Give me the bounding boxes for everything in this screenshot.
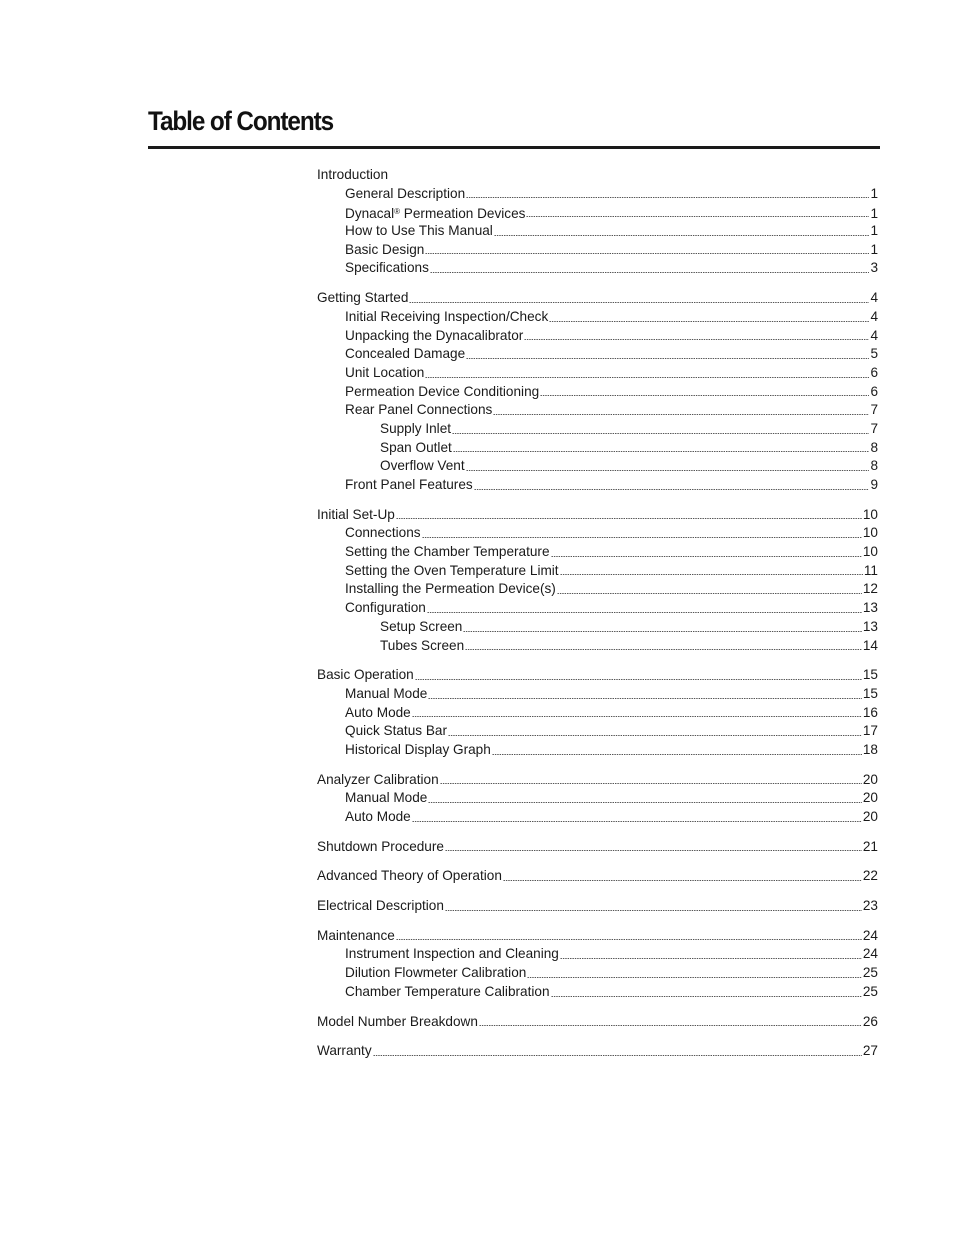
toc-entry[interactable]: [317, 637, 878, 656]
toc-entry-label: Supply Inlet: [380, 420, 452, 436]
dot-leader: [396, 518, 862, 519]
toc-entry-label: Dilution Flowmeter Calibration: [345, 965, 527, 981]
toc-entry[interactable]: [317, 308, 878, 327]
toc-entry-label: Overflow Vent: [380, 458, 465, 474]
dot-leader: [428, 802, 862, 803]
dot-leader: [474, 489, 870, 490]
toc-entry-label: Manual Mode: [345, 685, 428, 701]
dot-leader: [524, 339, 869, 340]
toc-entry-label: Instrument Inspection and Cleaning: [345, 946, 559, 962]
toc-section: [317, 166, 878, 278]
toc-entry-page-number: 11: [863, 562, 878, 578]
toc-entry-page-number: 24: [862, 946, 878, 962]
toc-entry-page-number: 22: [862, 868, 878, 884]
toc-entry-label: Unit Location: [345, 364, 425, 380]
toc-entry[interactable]: [317, 185, 878, 204]
toc-entry-page-number: 5: [870, 346, 878, 362]
toc-entry-label: Setting the Oven Temperature Limit: [345, 562, 559, 578]
dot-leader: [422, 537, 862, 538]
toc-entry-label: Concealed Damage: [345, 346, 466, 362]
dot-leader: [526, 216, 869, 217]
toc-section-heading[interactable]: [317, 166, 878, 185]
toc-entry-label: Rear Panel Connections: [345, 402, 493, 418]
dot-leader: [551, 556, 862, 557]
page-title: Table of Contents: [148, 106, 334, 136]
toc-entry[interactable]: [317, 722, 878, 741]
dot-leader: [479, 1025, 862, 1026]
toc-entry-page-number: 21: [862, 838, 878, 854]
toc-entry-page-number: 4: [870, 290, 878, 306]
toc-entry-label: Setting the Chamber Temperature: [345, 544, 550, 560]
toc-section: [317, 867, 878, 886]
toc-entry[interactable]: [317, 704, 878, 723]
toc-section-heading[interactable]: [317, 666, 878, 685]
toc-section: [317, 1042, 878, 1061]
dot-leader: [428, 698, 862, 699]
dot-leader: [425, 377, 869, 378]
toc-entry-page-number: 8: [870, 458, 878, 474]
toc-entry-label: Dynacal® Permeation Devices: [345, 206, 526, 222]
toc-section: [317, 927, 878, 1002]
toc-entry[interactable]: [317, 476, 878, 495]
toc-entry[interactable]: [317, 364, 878, 383]
toc-entry-page-number: 16: [862, 704, 878, 720]
toc-entry[interactable]: [317, 741, 878, 760]
toc-entry-page-number: 26: [862, 1013, 878, 1029]
dot-leader: [440, 783, 862, 784]
toc-entry[interactable]: [317, 808, 878, 827]
toc-entry[interactable]: [317, 964, 878, 983]
toc-entry[interactable]: [317, 383, 878, 402]
toc-entry[interactable]: [317, 222, 878, 241]
toc-entry-page-number: 9: [870, 477, 878, 492]
toc-section-heading[interactable]: [317, 771, 878, 790]
toc-entry-page-number: 7: [870, 420, 878, 436]
toc-entry[interactable]: [317, 618, 878, 637]
toc-entry-label: Permeation Device Conditioning: [345, 383, 540, 399]
toc-entry-page-number: 20: [862, 790, 878, 806]
toc-section: [317, 289, 878, 495]
toc-entry[interactable]: [317, 439, 878, 458]
toc-section: [317, 838, 878, 857]
toc-entry-page-number: 18: [862, 741, 878, 757]
toc-entry-label: Connections: [345, 525, 421, 541]
toc-entry-page-number: 13: [862, 600, 878, 616]
toc-entry-page-number: 1: [870, 223, 878, 239]
dot-leader: [493, 414, 869, 415]
toc-section: [317, 666, 878, 759]
toc-entry-label: Getting Started: [317, 290, 409, 306]
toc-section-heading[interactable]: [317, 1042, 878, 1061]
toc-entry[interactable]: [317, 203, 878, 222]
toc-entry-label: Configuration: [345, 600, 426, 616]
toc-entry-label: Front Panel Features: [345, 477, 473, 492]
dot-leader: [452, 433, 869, 434]
toc-entry-page-number: 23: [862, 898, 878, 914]
toc-entry-label: Maintenance: [317, 927, 395, 943]
toc-entry-page-number: 6: [870, 364, 878, 380]
toc-entry-page-number: 10: [862, 544, 878, 560]
dot-leader: [453, 451, 870, 452]
dot-leader: [560, 958, 862, 959]
toc-section: [317, 506, 878, 656]
toc-entry[interactable]: [317, 457, 878, 476]
toc-entry-page-number: 1: [870, 185, 878, 201]
toc-section: [317, 1013, 878, 1032]
toc-entry-label: Auto Mode: [345, 809, 411, 824]
toc-entry-page-number: 7: [870, 402, 878, 418]
dot-leader: [560, 574, 863, 575]
dot-leader: [466, 197, 869, 198]
toc-entry-label: Initial Set-Up: [317, 506, 395, 522]
toc-entry-page-number: 6: [870, 383, 878, 399]
title-rule: [148, 146, 880, 149]
toc-entry-page-number: 25: [862, 965, 878, 981]
dot-leader: [540, 395, 869, 396]
toc-entry-label: Manual Mode: [345, 790, 428, 806]
dot-leader: [415, 679, 862, 680]
toc-entry[interactable]: [317, 420, 878, 439]
toc-entry[interactable]: [317, 945, 878, 964]
toc-entry[interactable]: [317, 685, 878, 704]
toc-entry[interactable]: [317, 241, 878, 260]
toc-entry-label: Basic Design: [345, 241, 425, 257]
toc-entry-label: General Description: [345, 185, 466, 201]
toc-entry-label: How to Use This Manual: [345, 223, 493, 239]
toc-entry-label: Basic Operation: [317, 667, 414, 683]
toc-entry-page-number: 17: [862, 723, 878, 739]
toc-entry-label: Specifications: [345, 260, 429, 276]
toc-entry[interactable]: [317, 543, 878, 562]
dot-leader: [396, 939, 862, 940]
toc-entry[interactable]: [317, 345, 878, 364]
dot-leader: [557, 593, 862, 594]
toc-entry-label: Warranty: [317, 1043, 372, 1059]
toc-entry-page-number: 27: [862, 1043, 878, 1059]
dot-leader: [463, 631, 862, 632]
dot-leader: [492, 754, 862, 755]
toc-entry-page-number: 8: [870, 439, 878, 455]
toc-section-heading[interactable]: [317, 506, 878, 525]
toc-entry[interactable]: [317, 562, 878, 581]
toc-entry-page-number: 3: [870, 260, 878, 276]
dot-leader: [430, 272, 870, 273]
table-of-contents: [317, 166, 878, 1072]
toc-section-heading[interactable]: [317, 867, 878, 886]
toc-entry-label: Auto Mode: [345, 704, 411, 720]
toc-entry-page-number: 15: [862, 685, 878, 701]
dot-leader: [373, 1055, 862, 1056]
dot-leader: [527, 977, 862, 978]
toc-entry-label: Advanced Theory of Operation: [317, 868, 502, 884]
toc-entry-label: Installing the Permeation Device(s): [345, 581, 556, 597]
toc-entry-label: Model Number Breakdown: [317, 1013, 478, 1029]
toc-entry-label: Tubes Screen: [380, 637, 465, 653]
toc-entry-label: Shutdown Procedure: [317, 838, 444, 854]
toc-entry-label: Introduction: [317, 167, 389, 182]
dot-leader: [412, 716, 862, 717]
dot-leader: [412, 821, 862, 822]
toc-section: [317, 897, 878, 916]
toc-section-heading[interactable]: [317, 1013, 878, 1032]
toc-section: [317, 771, 878, 827]
dot-leader: [425, 253, 869, 254]
toc-entry-page-number: 15: [862, 667, 878, 683]
toc-entry-label: Unpacking the Dynacalibrator: [345, 327, 524, 343]
toc-entry-page-number: 1: [870, 206, 878, 222]
toc-entry-page-number: 1: [870, 241, 878, 257]
toc-section-heading[interactable]: [317, 897, 878, 916]
toc-entry-page-number: 24: [862, 927, 878, 943]
toc-entry-page-number: 14: [862, 637, 878, 653]
dot-leader: [427, 612, 862, 613]
toc-entry-page-number: 20: [862, 809, 878, 824]
dot-leader: [549, 321, 869, 322]
toc-entry[interactable]: [317, 599, 878, 618]
toc-entry[interactable]: [317, 789, 878, 808]
toc-entry-page-number: 4: [870, 327, 878, 343]
toc-section-heading[interactable]: [317, 927, 878, 946]
dot-leader: [466, 470, 870, 471]
toc-entry-label: Analyzer Calibration: [317, 771, 439, 787]
dot-leader: [503, 880, 862, 881]
toc-entry[interactable]: [317, 401, 878, 420]
toc-entry-page-number: 20: [862, 771, 878, 787]
toc-entry-label: Span Outlet: [380, 439, 452, 455]
toc-entry-page-number: 10: [862, 525, 878, 541]
dot-leader: [466, 358, 869, 359]
toc-entry[interactable]: [317, 259, 878, 278]
toc-entry-label: Initial Receiving Inspection/Check: [345, 308, 549, 324]
dot-leader: [445, 850, 862, 851]
dot-leader: [551, 996, 862, 997]
toc-entry-label: Quick Status Bar: [345, 723, 447, 739]
toc-entry-page-number: 12: [862, 581, 878, 597]
toc-entry-label: Chamber Temperature Calibration: [345, 983, 550, 999]
toc-entry-label: Historical Display Graph: [345, 741, 491, 757]
toc-entry[interactable]: [317, 327, 878, 346]
dot-leader: [448, 735, 862, 736]
toc-entry-page-number: 25: [862, 983, 878, 999]
toc-entry[interactable]: [317, 580, 878, 599]
toc-entry-label: Setup Screen: [380, 618, 463, 634]
toc-entry-page-number: 4: [870, 308, 878, 324]
toc-entry[interactable]: [317, 983, 878, 1002]
toc-section-heading[interactable]: [317, 838, 878, 857]
dot-leader: [445, 910, 862, 911]
toc-section-heading[interactable]: [317, 289, 878, 308]
toc-entry[interactable]: [317, 524, 878, 543]
toc-entry-label: Electrical Description: [317, 898, 444, 914]
toc-entry-page-number: 13: [862, 618, 878, 634]
dot-leader: [465, 649, 862, 650]
dot-leader: [494, 235, 870, 236]
dot-leader: [409, 302, 869, 303]
toc-entry-page-number: 10: [862, 506, 878, 522]
